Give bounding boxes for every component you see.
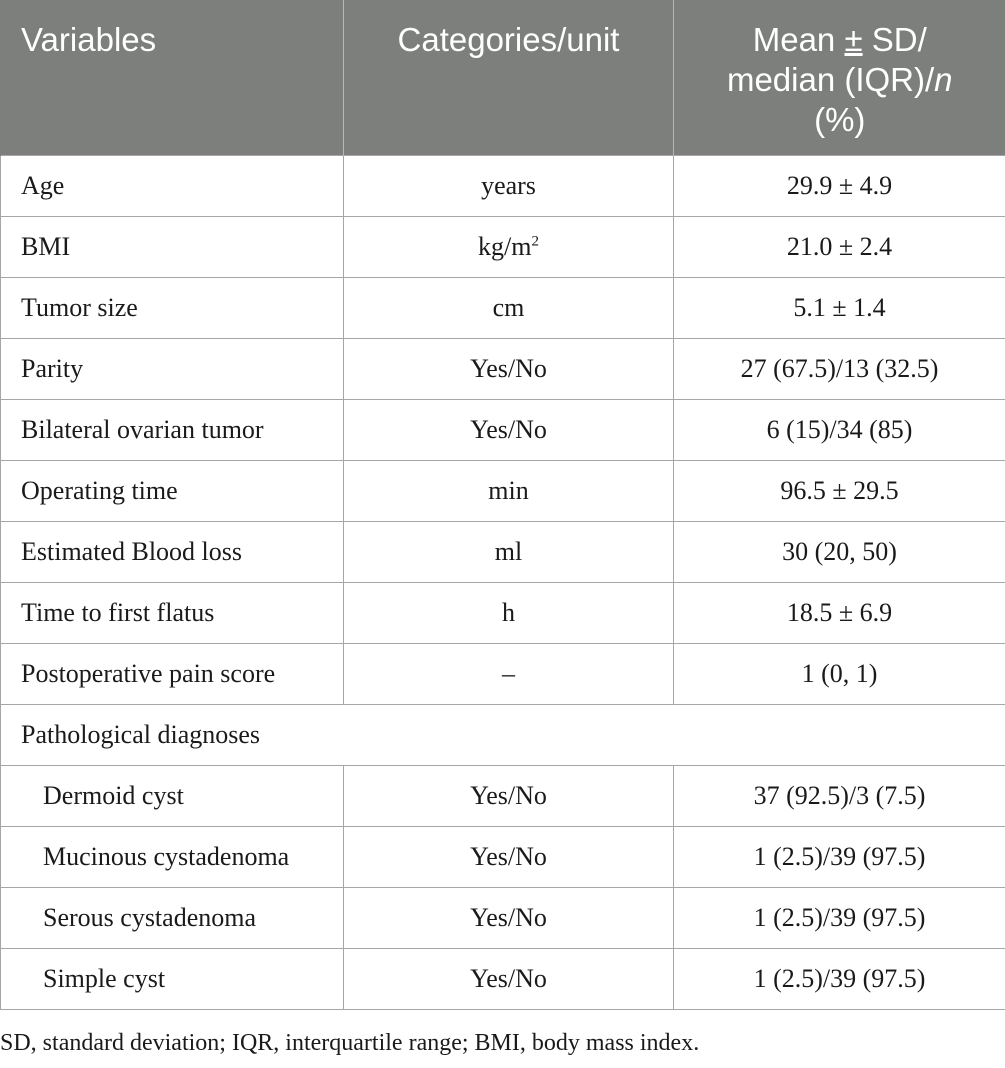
cell-variable: BMI xyxy=(1,216,344,277)
cell-variable: Age xyxy=(1,155,344,216)
cell-value: 30 (20, 50) xyxy=(674,521,1005,582)
table-row xyxy=(1,399,1005,460)
table-row xyxy=(1,521,1005,582)
cell-unit: – xyxy=(344,643,674,704)
cell-value: 29.9 ± 4.9 xyxy=(674,155,1005,216)
cell-value: 21.0 ± 2.4 xyxy=(674,216,1005,277)
header-stat-mean: Mean xyxy=(752,21,845,58)
table-row xyxy=(1,155,1005,216)
cell-unit: Yes/No xyxy=(344,826,674,887)
table-row xyxy=(1,582,1005,643)
header-row xyxy=(1,0,1005,155)
header-stat-percent: (%) xyxy=(814,101,866,138)
cell-variable: Dermoid cyst xyxy=(1,765,344,826)
cell-value: 5.1 ± 1.4 xyxy=(674,277,1005,338)
header-stat-median: median (IQR)/ xyxy=(726,61,935,98)
table-body xyxy=(1,155,1005,1009)
table-row xyxy=(1,460,1005,521)
cell-variable: Time to first flatus xyxy=(1,582,344,643)
cell-variable: Parity xyxy=(1,338,344,399)
cell-variable: Operating time xyxy=(1,460,344,521)
header-statistics xyxy=(674,0,1005,155)
cell-variable: Tumor size xyxy=(1,277,344,338)
header-stat-sd: SD/ xyxy=(862,21,927,58)
cell-value: 37 (92.5)/3 (7.5) xyxy=(674,765,1005,826)
cell-unit: Yes/No xyxy=(344,338,674,399)
cell-value: 27 (67.5)/13 (32.5) xyxy=(674,338,1005,399)
table-row xyxy=(1,277,1005,338)
cell-unit: h xyxy=(344,582,674,643)
header-variables: Variables xyxy=(1,0,344,155)
cell-value: 1 (0, 1) xyxy=(674,643,1005,704)
unit-superscript: 2 xyxy=(531,232,539,249)
cell-unit: min xyxy=(344,460,674,521)
table-row xyxy=(1,826,1005,887)
cell-variable: Bilateral ovarian tumor xyxy=(1,399,344,460)
cell-unit xyxy=(344,216,674,277)
cell-value: 6 (15)/34 (85) xyxy=(674,399,1005,460)
cell-unit: Yes/No xyxy=(344,765,674,826)
cell-unit: cm xyxy=(344,277,674,338)
cell-unit: years xyxy=(344,155,674,216)
header-categories: Categories/unit xyxy=(344,0,674,155)
section-row xyxy=(1,704,1005,765)
table-row xyxy=(1,643,1005,704)
section-heading: Pathological diagnoses xyxy=(1,704,1005,765)
unit-text: kg/m xyxy=(478,231,532,261)
cell-value: 1 (2.5)/39 (97.5) xyxy=(674,948,1005,1009)
table-row xyxy=(1,887,1005,948)
cell-value: 1 (2.5)/39 (97.5) xyxy=(674,826,1005,887)
cell-unit: ml xyxy=(344,521,674,582)
table-footnote: SD, standard deviation; IQR, interquartile range; BMI, body mass index. xyxy=(0,1030,700,1056)
cell-unit: Yes/No xyxy=(344,399,674,460)
header-stat-plusminus: ± xyxy=(844,21,863,58)
table-row xyxy=(1,765,1005,826)
cell-value: 96.5 ± 29.5 xyxy=(674,460,1005,521)
cell-variable: Estimated Blood loss xyxy=(1,521,344,582)
header-stat-n: n xyxy=(934,61,953,98)
table-row xyxy=(1,338,1005,399)
cell-value: 18.5 ± 6.9 xyxy=(674,582,1005,643)
table-row xyxy=(1,948,1005,1009)
cell-variable: Mucinous cystadenoma xyxy=(1,826,344,887)
table-header xyxy=(1,0,1005,155)
cell-unit: Yes/No xyxy=(344,887,674,948)
cell-variable: Simple cyst xyxy=(1,948,344,1009)
cell-unit: Yes/No xyxy=(344,948,674,1009)
cell-value: 1 (2.5)/39 (97.5) xyxy=(674,887,1005,948)
cell-variable: Serous cystadenoma xyxy=(1,887,344,948)
table-row xyxy=(1,216,1005,277)
cell-variable: Postoperative pain score xyxy=(1,643,344,704)
